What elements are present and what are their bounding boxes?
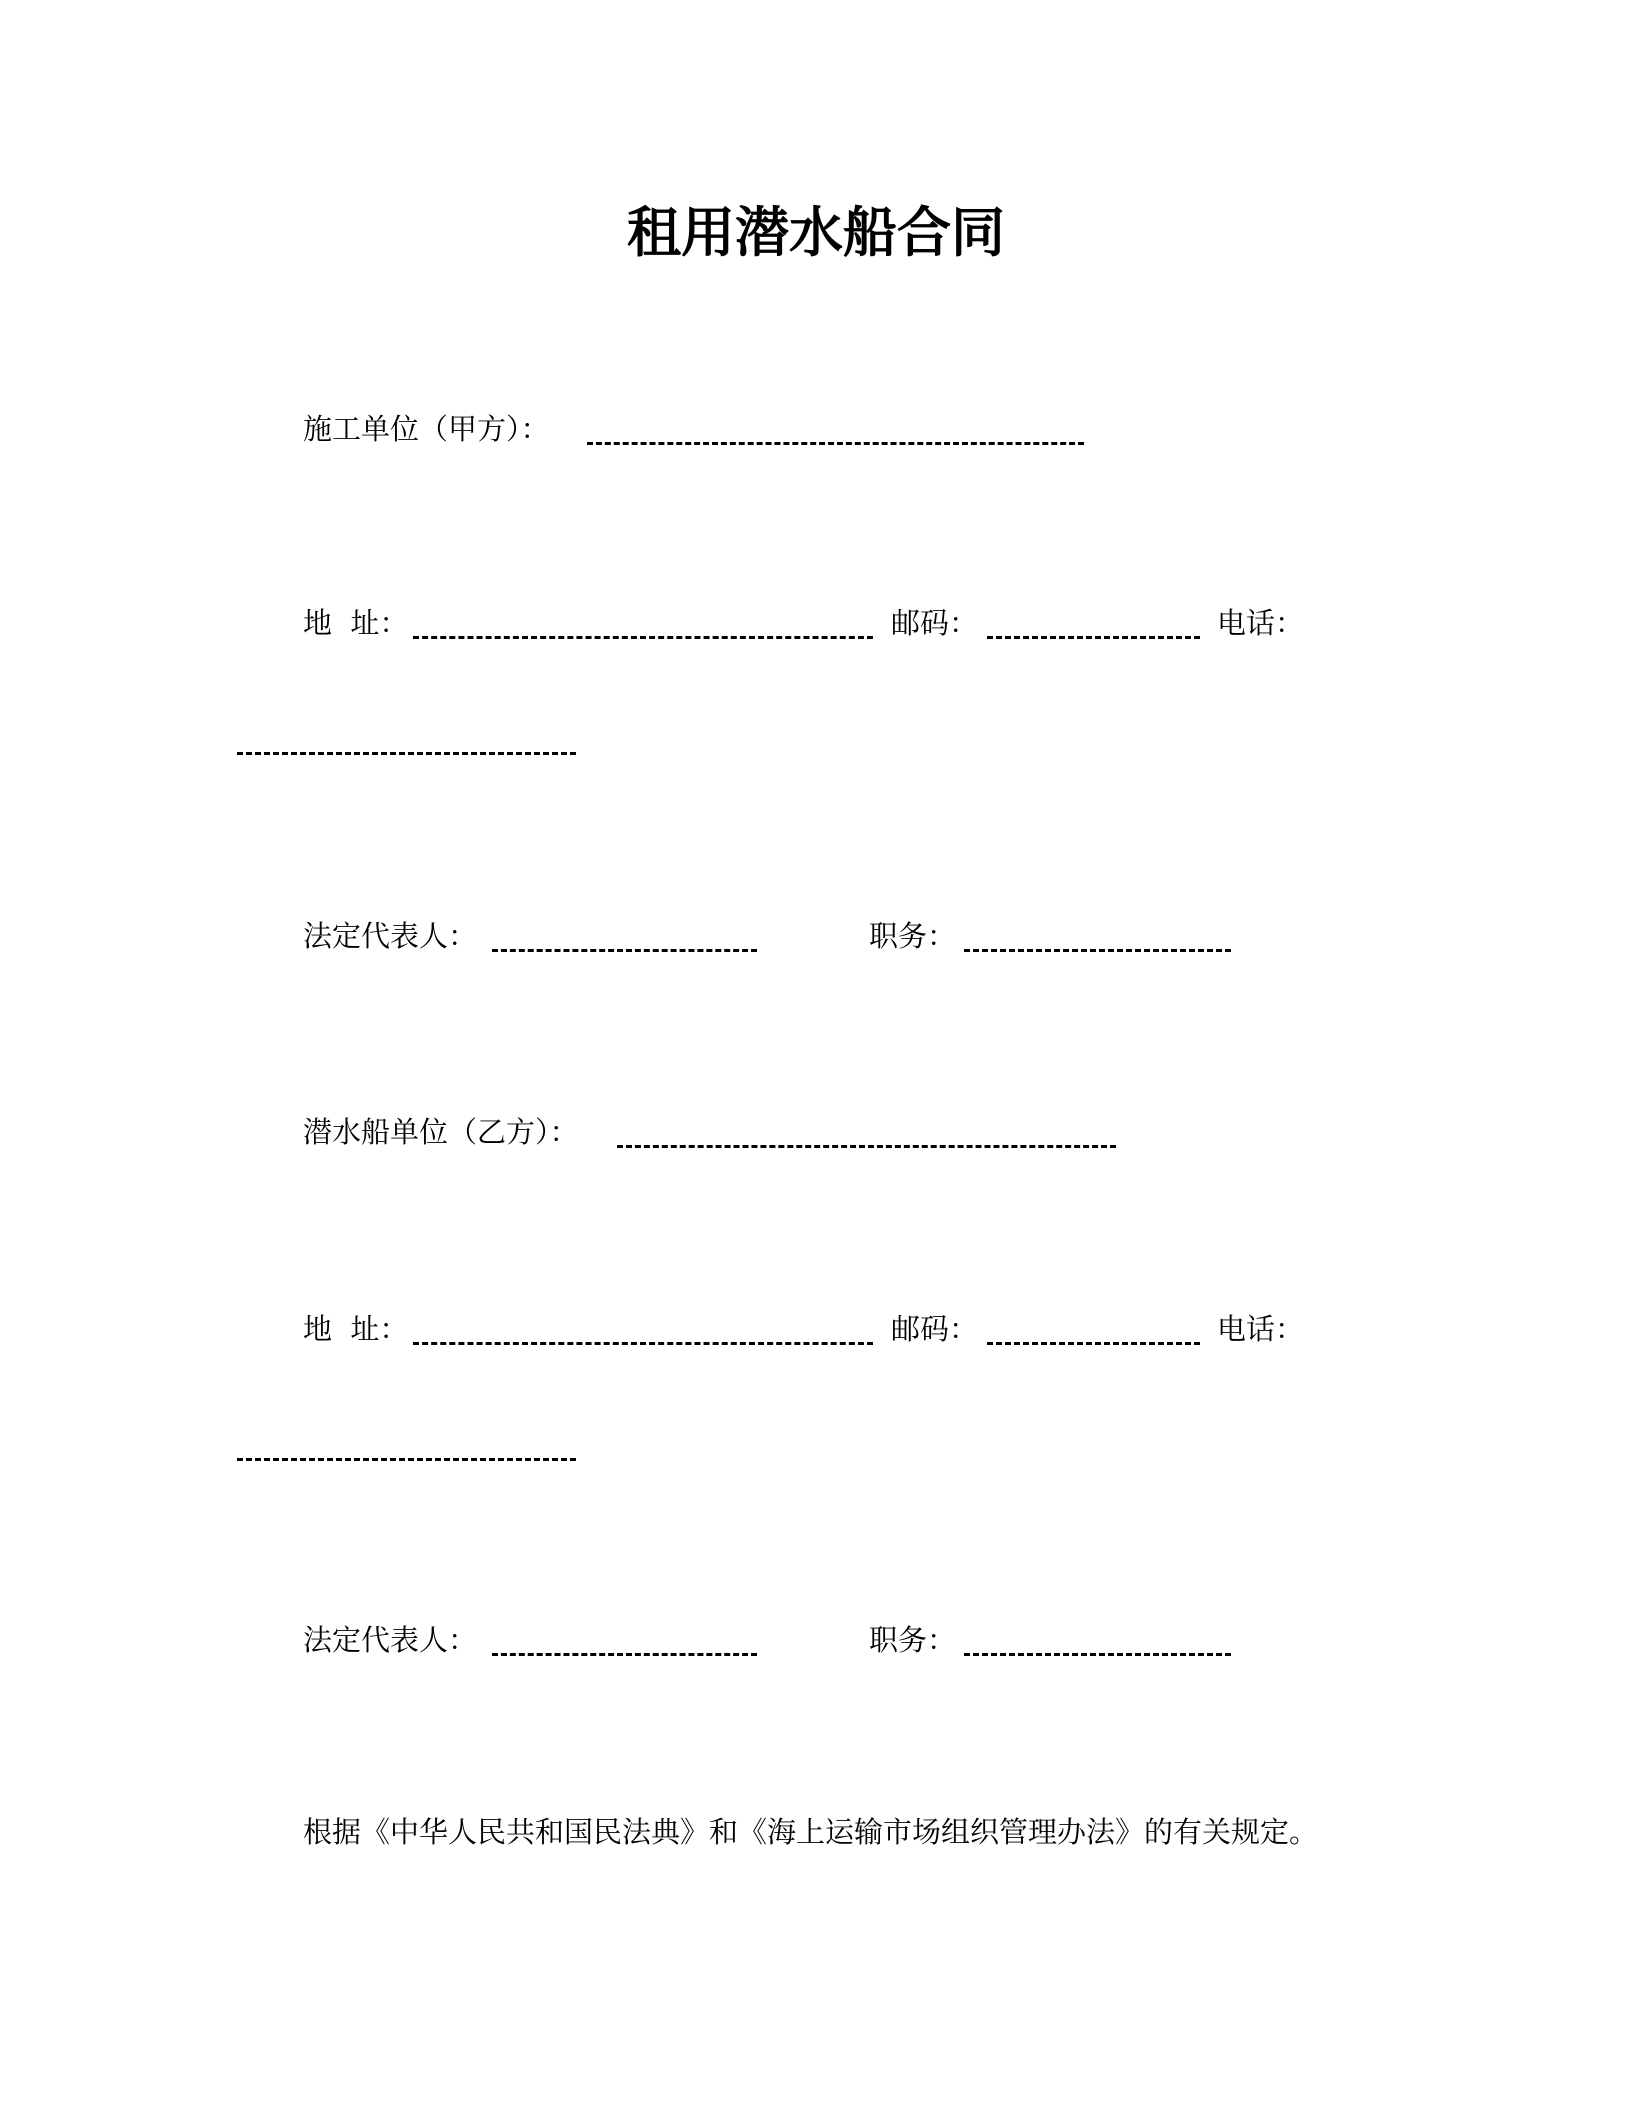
- party-a-unit-field[interactable]: [587, 442, 1084, 445]
- party-a-rep-label: 法定代表人：: [303, 919, 478, 953]
- party-a-phone-field[interactable]: [237, 752, 576, 755]
- party-a-phone-label: 电话：: [1217, 606, 1305, 640]
- party-a-address-field[interactable]: [413, 636, 873, 639]
- party-b-rep-label: 法定代表人：: [303, 1623, 478, 1657]
- legal-basis-paragraph: 根据《中华人民共和国民法典》和《海上运输市场组织管理办法》的有关规定。: [303, 1815, 1319, 1849]
- party-b-address-label: 地 址：: [303, 1312, 409, 1346]
- document-title: 租用潜水船合同: [627, 201, 1005, 264]
- party-b-phone-label: 电话：: [1217, 1312, 1305, 1346]
- party-b-phone-field[interactable]: [237, 1458, 576, 1461]
- party-a-address-label: 地 址：: [303, 606, 409, 640]
- party-b-position-label: 职务：: [869, 1623, 957, 1657]
- party-b-rep-field[interactable]: [492, 1653, 757, 1656]
- party-b-postcode-label: 邮码：: [891, 1312, 979, 1346]
- party-a-unit-label: 施工单位（甲方）：: [303, 412, 550, 446]
- party-b-postcode-field[interactable]: [987, 1342, 1200, 1345]
- party-a-postcode-field[interactable]: [987, 636, 1200, 639]
- party-a-rep-field[interactable]: [492, 949, 757, 952]
- party-a-position-field[interactable]: [964, 949, 1231, 952]
- party-a-position-label: 职务：: [869, 919, 957, 953]
- party-b-address-field[interactable]: [413, 1342, 873, 1345]
- party-b-unit-label: 潜水船单位（乙方）：: [303, 1115, 579, 1149]
- party-a-postcode-label: 邮码：: [891, 606, 979, 640]
- party-b-position-field[interactable]: [964, 1653, 1231, 1656]
- party-b-unit-field[interactable]: [617, 1145, 1116, 1148]
